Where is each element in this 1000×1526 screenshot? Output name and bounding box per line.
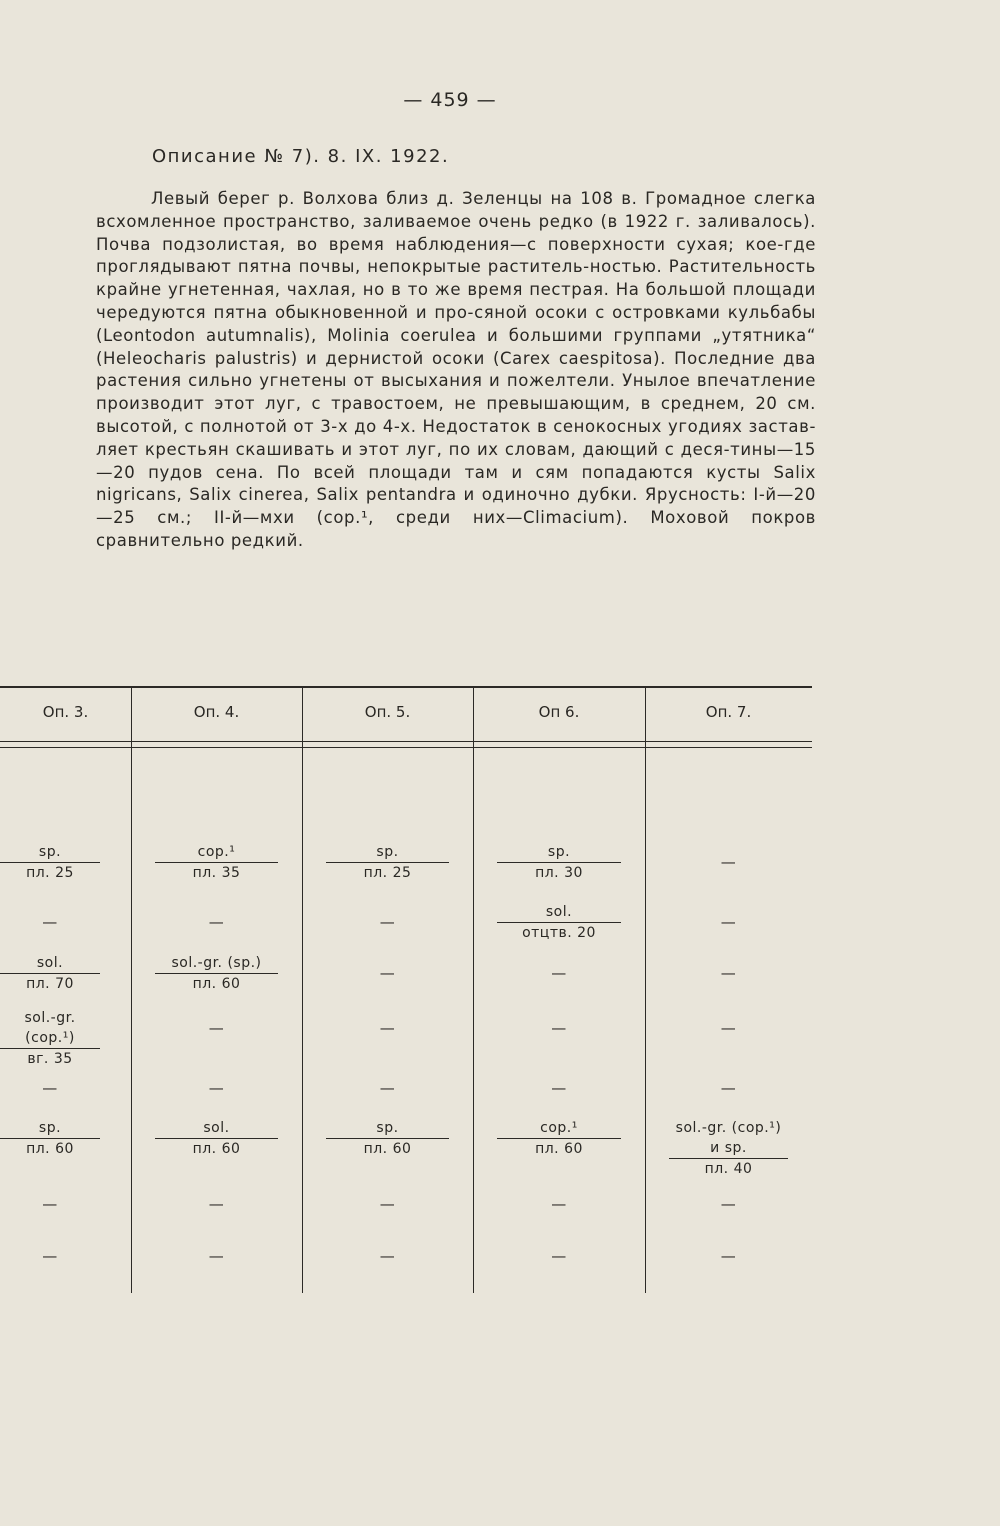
- phenophase-height-value: пл. 60: [0, 1138, 100, 1159]
- table-cell: [0, 1068, 100, 1098]
- table-cell: [0, 1184, 100, 1214]
- empty-dash: —: [720, 853, 737, 871]
- column-header-op7: Оп. 7.: [705, 703, 752, 721]
- table-cell: [155, 1184, 278, 1214]
- abundance-value: sol.: [36, 955, 64, 971]
- table-cell: [326, 1236, 449, 1266]
- abundance-value: sol.-gr. (cop.¹): [24, 1010, 76, 1046]
- table-cell: [497, 1118, 621, 1159]
- empty-dash: —: [720, 964, 737, 982]
- empty-dash: —: [379, 1195, 396, 1213]
- table-header-rule-double: [0, 747, 812, 748]
- empty-dash: —: [42, 913, 58, 931]
- empty-dash: —: [551, 1195, 567, 1213]
- empty-dash: —: [379, 1019, 396, 1037]
- table-cell: [326, 1118, 449, 1159]
- table-header-rule: [0, 741, 812, 742]
- description-heading: Описание № 7). 8. IX. 1922.: [152, 146, 450, 167]
- table-cell: [0, 1008, 100, 1069]
- abundance-value: sp.: [38, 1120, 62, 1136]
- empty-dash: —: [551, 964, 567, 982]
- column-header-op6: Оп 6.: [538, 703, 580, 721]
- phenophase-height-value: пл. 60: [155, 1138, 278, 1159]
- table-cell: [669, 1068, 788, 1098]
- table-cell: [497, 1184, 621, 1214]
- column-divider: [473, 688, 474, 1293]
- phenophase-height-value: пл. 40: [669, 1158, 788, 1179]
- phenophase-height-value: вг. 35: [0, 1048, 100, 1069]
- table-cell: [669, 902, 788, 932]
- abundance-value: sol.-gr. (cop.¹) и sp.: [675, 1120, 782, 1156]
- empty-dash: —: [379, 913, 396, 931]
- column-divider: [302, 688, 303, 1293]
- phenophase-height-value: пл. 70: [0, 973, 100, 994]
- abundance-value: sol.: [545, 904, 573, 920]
- table-top-rule: [0, 686, 812, 688]
- empty-dash: —: [720, 913, 737, 931]
- table-cell: [326, 953, 449, 983]
- table-cell: [497, 842, 621, 883]
- abundance-value: cop.¹: [197, 844, 236, 860]
- table-cell: [0, 953, 100, 994]
- table-cell: [0, 1118, 100, 1159]
- table-cell: [669, 842, 788, 872]
- table-cell: [155, 1236, 278, 1266]
- table-cell: [669, 1008, 788, 1038]
- abundance-value: sp.: [376, 1120, 399, 1136]
- empty-dash: —: [208, 1195, 225, 1213]
- table-cell: [669, 1184, 788, 1214]
- table-cell: [326, 1068, 449, 1098]
- table-cell: [0, 902, 100, 932]
- abundance-value: sp.: [547, 844, 571, 860]
- table-cell: [326, 1184, 449, 1214]
- phenophase-height-value: пл. 60: [326, 1138, 449, 1159]
- table-cell: [326, 1008, 449, 1038]
- phenophase-height-value: пл. 35: [155, 862, 278, 883]
- phenophase-height-value: пл. 25: [0, 862, 100, 883]
- table-cell: [155, 1118, 278, 1159]
- empty-dash: —: [551, 1079, 567, 1097]
- empty-dash: —: [720, 1079, 737, 1097]
- table-cell: [497, 902, 621, 943]
- empty-dash: —: [551, 1247, 567, 1265]
- table-cell: [155, 842, 278, 883]
- column-header-op3: Оп. 3.: [42, 703, 89, 721]
- table-cell: [497, 1236, 621, 1266]
- table-cell: [155, 1068, 278, 1098]
- table-cell: [497, 953, 621, 983]
- empty-dash: —: [720, 1019, 737, 1037]
- table-cell: [326, 842, 449, 883]
- phenophase-height-value: отцтв. 20: [497, 922, 621, 943]
- empty-dash: —: [379, 1247, 396, 1265]
- phenophase-height-value: пл. 60: [155, 973, 278, 994]
- empty-dash: —: [42, 1247, 58, 1265]
- column-header-op5: Оп. 5.: [364, 703, 411, 721]
- table-cell: [669, 1118, 788, 1179]
- empty-dash: —: [720, 1195, 737, 1213]
- empty-dash: —: [208, 1019, 225, 1037]
- page-number: — 459 —: [403, 89, 497, 111]
- empty-dash: —: [208, 913, 225, 931]
- table-cell: [669, 953, 788, 983]
- empty-dash: —: [379, 964, 396, 982]
- empty-dash: —: [720, 1247, 737, 1265]
- phenophase-height-value: пл. 60: [497, 1138, 621, 1159]
- column-divider: [131, 688, 132, 1293]
- table-cell: [155, 953, 278, 994]
- empty-dash: —: [551, 1019, 567, 1037]
- table-cell: [155, 1008, 278, 1038]
- table-cell: [326, 902, 449, 932]
- empty-dash: —: [208, 1247, 225, 1265]
- table-cell: [497, 1068, 621, 1098]
- empty-dash: —: [208, 1079, 225, 1097]
- abundance-value: sol.-gr. (sp.): [171, 955, 262, 971]
- table-cell: [0, 842, 100, 883]
- abundance-value: cop.¹: [540, 1120, 578, 1136]
- table-cell: [669, 1236, 788, 1266]
- description-paragraph: Левый берег р. Волхова близ д. Зеленцы на 108 в. Громадное слегка всхомленное пространство, заливаемое очень редко (в 1922 г. заливалось). Почва подзолистая, во время наблюдения—с поверхности сухая; кое-где проглядывают пятна почвы, непокрытые раститель-ностью. Растительность крайне угнетенная, чахлая, но в то же время пестрая. На большой площади чередуются пятна обыкновенной и про-сяной осоки с островками кульбабы (Leontodon autumnalis), Molinia coerulea и большими группами „утятника“ (Heleocharis palustris) и дернистой осоки (Carex caespitosa). Последние два растения сильно угнетены от высыхания и пожелтели. Унылое впечатление производит этот луг, с травостоем, не превышающим, в среднем, 20 см. высотой, с полнотой от 3-х до 4-х. Недостаток в сенокосных угодиях застав-ляет крестьян скашивать и этот луг, по их словам, дающий с деся-тины—15—20 пудов сена. По всей площади там и сям попадаются кусты Salix nigricans, Salix cinerea, Salix pentandra и одиночно дубки. Ярусность: I-й—20—25 см.; II-й—мхи (cop.¹, среди них—Climacium). Моховой покров сравнительно редкий.: [96, 189, 816, 550]
- abundance-value: sp.: [38, 844, 62, 860]
- empty-dash: —: [379, 1079, 396, 1097]
- abundance-value: sol.: [203, 1120, 230, 1136]
- phenophase-height-value: пл. 25: [326, 862, 449, 883]
- empty-dash: —: [42, 1195, 58, 1213]
- empty-dash: —: [42, 1079, 58, 1097]
- column-divider: [645, 688, 646, 1293]
- table-cell: [155, 902, 278, 932]
- column-header-op4: Оп. 4.: [193, 703, 240, 721]
- table-cell: [497, 1008, 621, 1038]
- phenophase-height-value: пл. 30: [497, 862, 621, 883]
- table-cell: [0, 1236, 100, 1266]
- abundance-value: sp.: [376, 844, 399, 860]
